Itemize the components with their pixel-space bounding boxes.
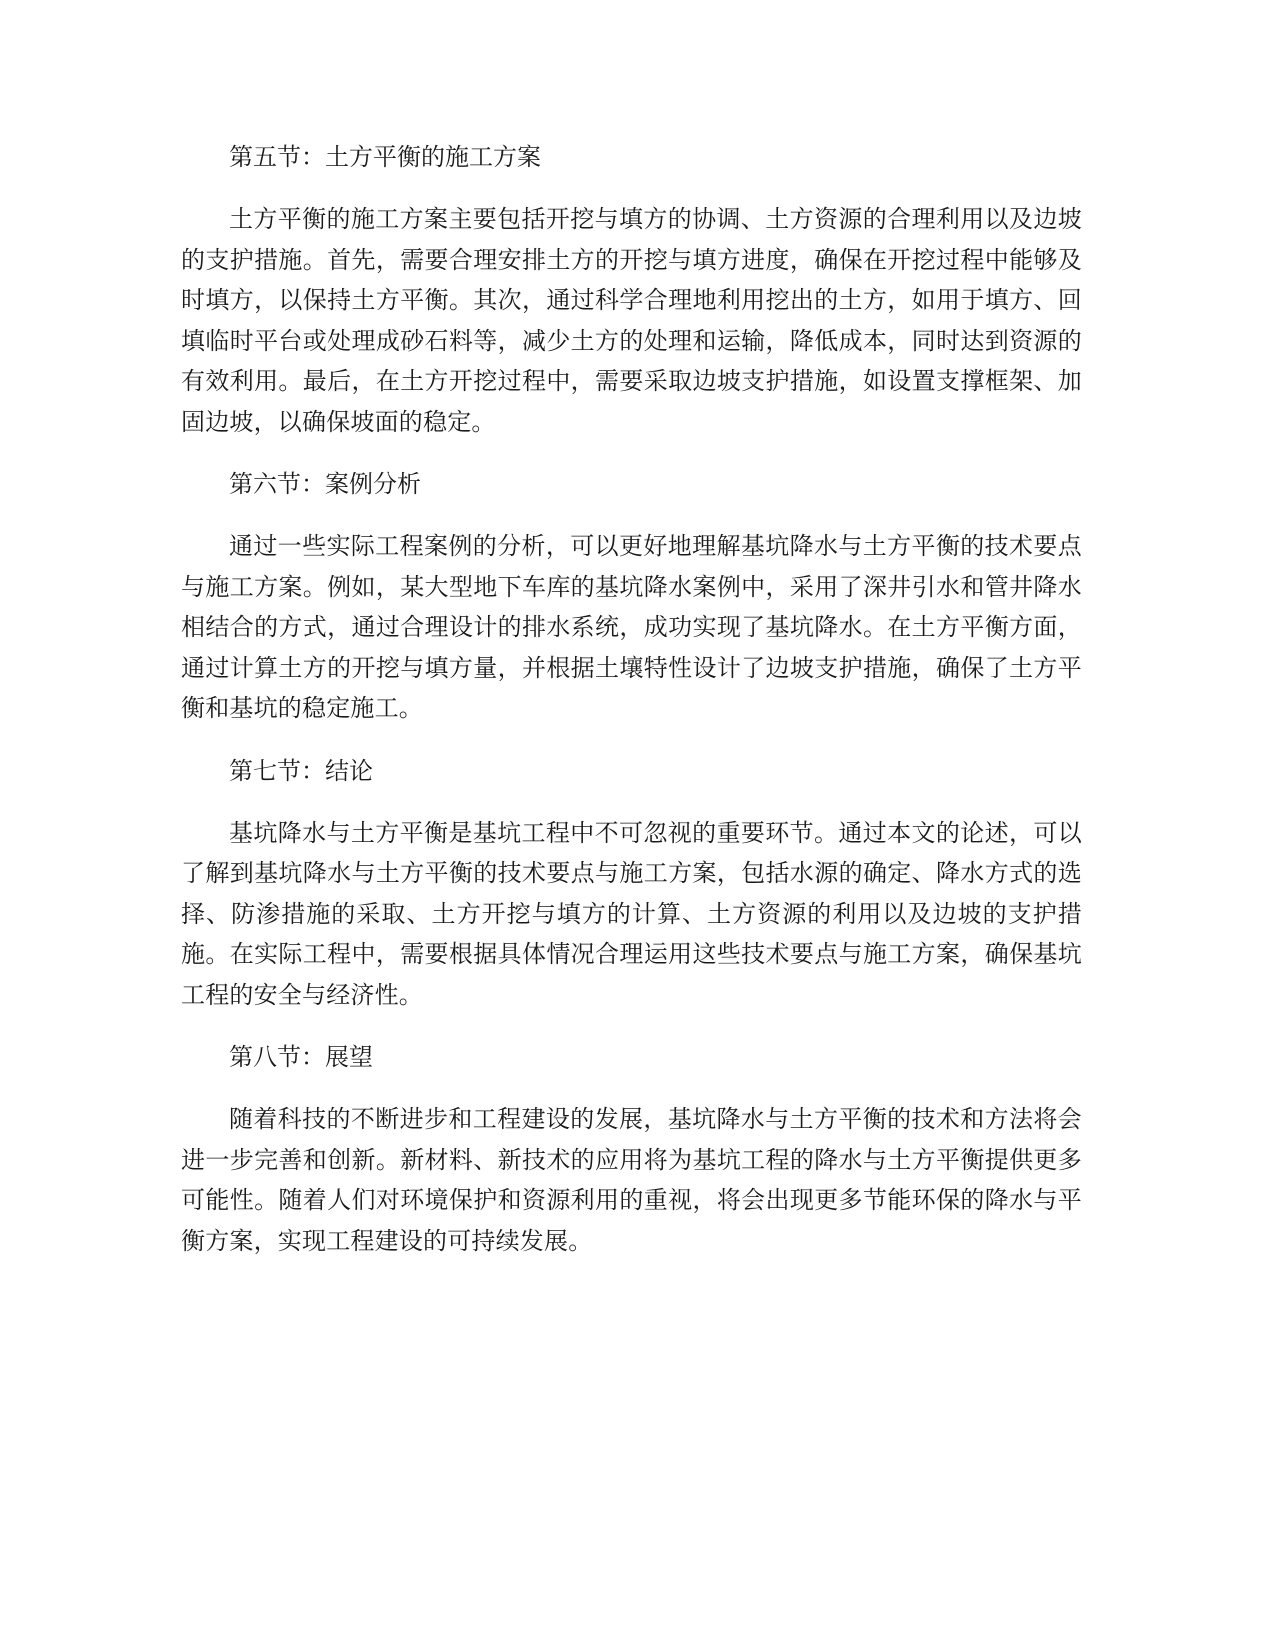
- section-heading-8: 第八节：展望: [229, 1043, 373, 1071]
- section-heading-7: 第七节：结论: [229, 756, 373, 785]
- section-heading-5: 第五节：土方平衡的施工方案: [229, 143, 541, 171]
- section-paragraph-8: 随着科技的不断进步和工程建设的发展，基坑降水与土方平衡的技术和方法将会进一步完善和创新。新材料、新技术的应用将为基坑工程的降水与土方平衡提供更多可能性。随着人们对环境保护和资源利用的重视，将会出现更多节能环保的降水与平衡方案，实现工程建设的可持续发展。: [181, 1105, 1082, 1255]
- section-paragraph-7: 基坑降水与土方平衡是基坑工程中不可忽视的重要环节。通过本文的论述，可以了解到基坑降水与土方平衡的技术要点与施工方案，包括水源的确定、降水方式的选择、防渗措施的采取、土方开挖与填方的计算、土方资源的利用以及边坡的支护措施。在实际工程中，需要根据具体情况合理运用这些技术要点与施工方案，确保基坑工程的安全与经济性。: [181, 818, 1082, 1009]
- section-paragraph-5: 土方平衡的施工方案主要包括开挖与填方的协调、土方资源的合理利用以及边坡的支护措施。首先，需要合理安排土方的开挖与填方进度，确保在开挖过程中能够及时填方，以保持土方平衡。其次，通过科学合理地利用挖出的土方，如用于填方、回填临时平台或处理成砂石料等，减少土方的处理和运输，降低成本，同时达到资源的有效利用。最后，在土方开挖过程中，需要采取边坡支护措施，如设置支撑框架、加固边坡，以确保坡面的稳定。: [181, 205, 1082, 436]
- document-body: [181, 137, 1082, 1283]
- section-paragraph-6: 通过一些实际工程案例的分析，可以更好地理解基坑降水与土方平衡的技术要点与施工方案。例如，某大型地下车库的基坑降水案例中，采用了深井引水和管井降水相结合的方式，通过合理设计的排水系统，成功实现了基坑降水。在土方平衡方面，通过计算土方的开挖与填方量，并根据土壤特性设计了边坡支护措施，确保了土方平衡和基坑的稳定施工。: [181, 532, 1082, 722]
- section-heading-6: 第六节：案例分析: [229, 470, 421, 498]
